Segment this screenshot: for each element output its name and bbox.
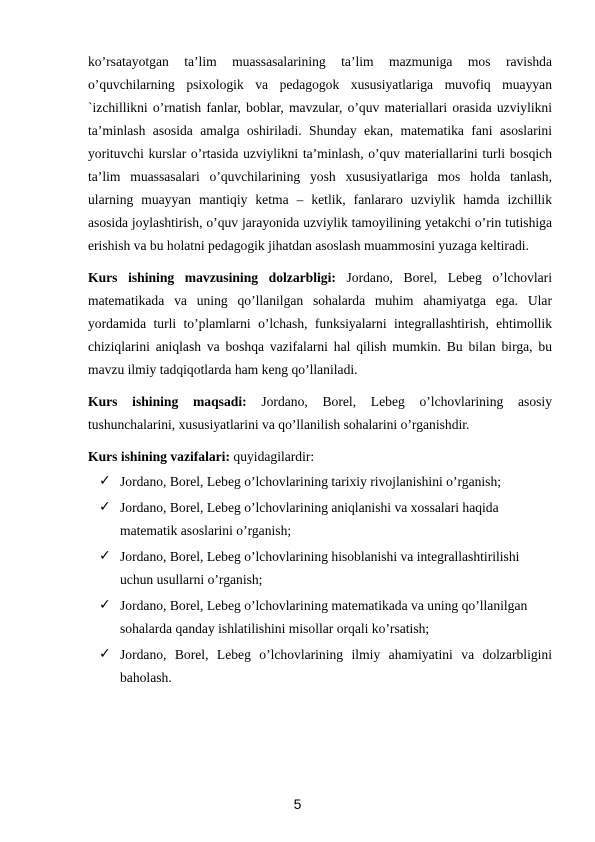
list-item <box>88 545 552 591</box>
list-item <box>88 643 552 689</box>
relevance-paragraph <box>88 266 552 381</box>
relevance-text: Jordano, Borel, Lebeg o’lchovlari matematikada va uning qo’llanilgan sohalarda muhim ahamiyatga ega. Ular yordamida turli to’plamlarni o’lchash, funksiyalarni integrallashtirish, ehtimollik chiziqlarini aniqlash va boshqa vazifalarni hal qilish mumkin. Bu bilan birga, bu mavzu ilmiy tadqiqotlarda ham keng qo’llaniladi. <box>88 270 552 377</box>
page-number: 5 <box>293 796 302 812</box>
list-item-text: Jordano, Borel, Lebeg o’lchovlarining ilmiy ahamiyatini va dolzarbligini baholash. <box>120 647 552 685</box>
checkmark-icon: ✓ <box>99 597 111 613</box>
list-item-text: Jordano, Borel, Lebeg o’lchovlarining aniqlanishi va xossalari haqida matematik asoslarini o’rganish; <box>120 500 499 538</box>
list-item-text: Jordano, Borel, Lebeg o’lchovlarining hisoblanishi va integrallashtirilishi uchun usullarni o’rganish; <box>120 549 520 587</box>
list-item-text: Jordano, Borel, Lebeg o’lchovlarining matematikada va uning qo’llanilgan sohalarda qanday ishlatilishini misollar orqali ko’rsatish; <box>120 598 528 636</box>
checkmark-icon: ✓ <box>99 473 111 489</box>
list-item <box>88 594 552 640</box>
tasks-heading: Kurs ishining vazifalari: <box>88 449 230 464</box>
tasks-paragraph <box>88 445 552 468</box>
list-item <box>88 496 552 542</box>
intro-paragraph: ko’rsatayotgan ta’lim muassasalarining ta’lim mazmuniga mos ravishda o’quvchilarning psixologik va pedagogok xususiyatlariga muvofiq muayyan `izchillikni o’rnatish fanlar, boblar, mavzular, o’quv materiallari orasida uzviylikni ta’minlash asosida amalga oshiriladi. Shunday ekan, matematika fani asoslarini yorituvchi kurslar o’rtasida uzviylikni ta’minlash, o’quv materiallarini turli bosqich ta’lim muassasalari o’quvchilarining yosh xususiyatlariga mos holda tanlash, ularning muayyan mantiqiy ketma – ketlik, fanlararo uzviylik hamda izchillik asosida joylashtirish, o’quv jarayonida uzviylik tamoyilining yetakchi o’rin tutishiga erishish va bu holatni pedagogik jihatdan asoslash muammosini yuzaga keltiradi. <box>88 54 552 253</box>
tasks-text: quyidagilardir: <box>230 449 315 464</box>
relevance-heading: Kurs ishining mavzusining dolzarbligi: <box>88 270 336 285</box>
document-page <box>88 50 552 692</box>
tasks-list <box>88 470 552 689</box>
list-item-text: Jordano, Borel, Lebeg o’lchovlarining tarixiy rivojlanishini o’rganish; <box>120 474 502 489</box>
checkmark-icon: ✓ <box>99 548 111 564</box>
list-item <box>88 470 552 493</box>
goal-text: Jordano, Borel, Lebeg o’lchovlarining asosiy tushunchalarini, xususiyatlarini va qo’llanilish sohalarini o’rganishdir. <box>88 394 552 432</box>
checkmark-icon: ✓ <box>99 499 111 515</box>
goal-heading: Kurs ishining maqsadi: <box>88 394 247 409</box>
goal-paragraph <box>88 390 552 436</box>
checkmark-icon: ✓ <box>99 646 111 662</box>
